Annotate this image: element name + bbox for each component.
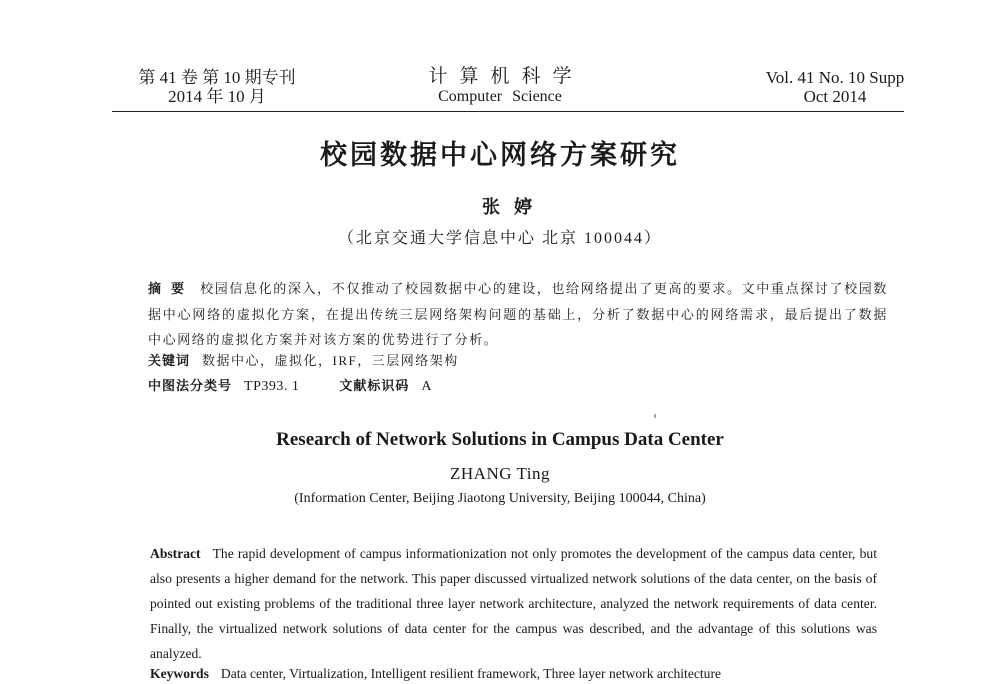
abstract-label-en: Abstract	[150, 546, 201, 561]
issue-date: 2014 年 10 月	[168, 87, 266, 106]
abstract-label-cn: 摘要	[148, 282, 195, 297]
affiliation-cn: （北京交通大学信息中心 北京 100044）	[337, 230, 662, 247]
journal-name-cn: 计算机科学	[428, 66, 584, 87]
clc-label: 中图法分类号	[148, 379, 233, 394]
keywords-label-cn: 关键词	[148, 354, 191, 369]
keywords-text-en: Data center, Virtualization, Intelligent resilient framework, Three layer network architecture	[220, 666, 722, 681]
keywords-cn	[148, 350, 888, 369]
keywords-label-en: Keywords	[150, 666, 209, 681]
abstract-en	[150, 541, 877, 666]
author-cn: 张婷	[482, 197, 546, 218]
affiliation-en: (Information Center, Beijing Jiaotong University, Beijing 100044, China)	[294, 491, 706, 506]
author-en: ZHANG Ting	[450, 464, 550, 483]
classification-line	[148, 375, 888, 395]
abstract-text-cn: 校园信息化的深入，不仅推动了校园数据中心的建设，也给网络提出了更高的要求。文中重点探讨了校园数据中心网络的虚拟化方案，在提出传统三层网络架构问题的基础上，分析了数据中心的网络需求，最后提出了数据中心网络的虚拟化方案并对该方案的优势进行了分析。	[148, 281, 888, 347]
paper-title-en: Research of Network Solutions in Campus Data Center	[276, 429, 724, 450]
journal-issue-info	[112, 68, 322, 106]
journal-name	[400, 66, 600, 106]
journal-volume-en	[755, 68, 915, 106]
volume-issue: 第 41 卷 第 10 期专刊	[138, 68, 296, 87]
doc-code-label: 文献标识码	[339, 379, 410, 394]
volume-number-en: Vol. 41 No. 10 Supp	[765, 68, 905, 87]
journal-name-en: Computer Science	[438, 88, 562, 105]
issue-date-en: Oct 2014	[803, 87, 867, 106]
abstract-cn	[148, 276, 888, 352]
paper-title-cn: 校园数据中心网络方案研究	[320, 140, 680, 171]
clc-value: TP393. 1	[244, 379, 300, 394]
header-rule	[112, 111, 904, 112]
abstract-text-en: The rapid development of campus informationization not only promotes the development of the campus data center, but also presents a higher demand for the network. This paper discussed virtualized network solutions of the data center, on the basis of pointed out existing problems of the traditional three layer network architecture, analyzed the network requirements of data center. Finally, the virtualized network solutions of data center for the campus was described, and the advantage of this solutions was analyzed.	[150, 546, 877, 661]
keywords-text-cn: 数据中心，虚拟化，IRF，三层网络架构	[202, 353, 459, 368]
scan-speck	[654, 414, 656, 418]
doc-code-value: A	[421, 379, 432, 394]
keywords-en	[150, 666, 877, 682]
